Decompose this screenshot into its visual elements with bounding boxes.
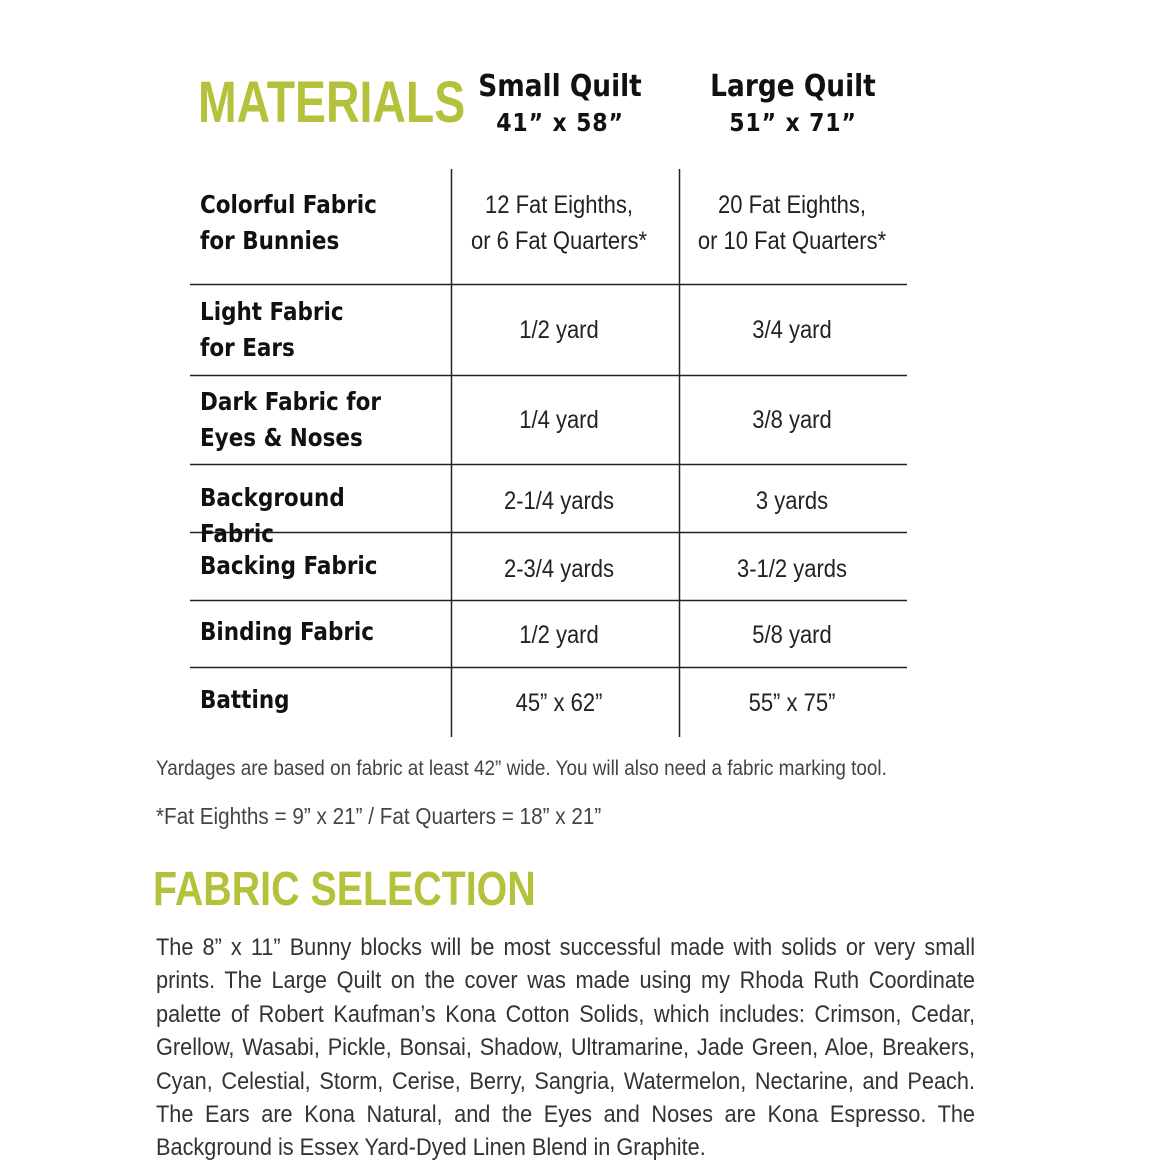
- small-quilt-value: 1/4 yard: [519, 406, 599, 434]
- small-quilt-value: 45” x 62”: [515, 689, 603, 717]
- small-quilt-value: 1/2 yard: [519, 316, 599, 344]
- small-quilt-size: 41” x 58”: [496, 108, 624, 137]
- table-row-dark-fabric: [190, 384, 907, 464]
- fabric-selection-title: FABRIC SELECTION: [153, 863, 536, 916]
- yardage-note: Yardages are based on fabric at least 42” wide. You will also need a fabric marking tool.: [156, 757, 887, 780]
- row-label-line: Colorful Fabric: [200, 190, 377, 219]
- large-quilt-value: 3/4 yard: [752, 316, 832, 344]
- row-label: [200, 187, 415, 259]
- value-line: 20 Fat Eighths,: [718, 191, 866, 219]
- large-quilt-value: 3/8 yard: [752, 406, 832, 434]
- fat-quarter-note: *Fat Eighths = 9” x 21” / Fat Quarters = 18” x 21”: [156, 803, 602, 829]
- row-label: Batting: [200, 685, 290, 714]
- row-label: Binding Fabric: [200, 617, 375, 646]
- row-label: Backing Fabric: [200, 551, 378, 580]
- row-label: [200, 294, 415, 366]
- table-row-background-fabric: [190, 480, 907, 548]
- value-line: or 6 Fat Quarters*: [470, 227, 648, 255]
- row-label: Background Fabric: [200, 483, 345, 548]
- large-quilt-size: 51” x 71”: [729, 108, 857, 137]
- small-quilt-value: 2-1/4 yards: [503, 487, 615, 515]
- row-label-line: Light Fabric: [200, 297, 344, 326]
- materials-title: MATERIALS: [198, 70, 466, 135]
- large-quilt-value: [692, 187, 893, 259]
- table-row-colorful-fabric: [190, 187, 907, 267]
- row-label-line: for Bunnies: [200, 226, 340, 255]
- small-quilt-value: 1/2 yard: [519, 621, 599, 649]
- small-quilt-name: Small Quilt: [478, 69, 642, 104]
- large-quilt-value: 3 yards: [755, 487, 829, 515]
- large-quilt-value: 3-1/2 yards: [736, 555, 848, 583]
- large-quilt-name: Large Quilt: [710, 69, 876, 104]
- large-quilt-value: 5/8 yard: [752, 621, 832, 649]
- table-row-light-fabric: [190, 294, 907, 374]
- row-label-line: Eyes & Noses: [200, 423, 363, 452]
- large-quilt-value: 55” x 75”: [748, 689, 836, 717]
- table-row-binding-fabric: [190, 614, 907, 654]
- small-quilt-value: 2-3/4 yards: [503, 555, 615, 583]
- row-label: [200, 384, 415, 456]
- small-quilt-value: [459, 187, 660, 259]
- value-line: 12 Fat Eighths,: [485, 191, 633, 219]
- fabric-selection-body: The 8” x 11” Bunny blocks will be most successful made with solids or very small prints. The Large Quilt on the cover was made using my Rhoda Ruth Coordinate palette of Robert Kaufman’s Kona Cotton Solids, which includes: Crimson, Cedar, Grellow, Wasabi, Pickle, Bonsai, Shadow, Ultramarine, Jade Green, Aloe, Breakers, Cyan, Celestial, Storm, Cerise, Berry, Sangria, Watermelon, Nectarine, and Peach. The Ears are Kona Natural, and the Eyes and Noses are Kona Espresso. The Background is Essex Yard-Dyed Linen Blend in Graphite.: [156, 934, 976, 1162]
- small-quilt-header: [446, 68, 674, 140]
- table-row-batting: [190, 682, 907, 722]
- value-line: or 10 Fat Quarters*: [697, 227, 887, 255]
- large-quilt-header: [679, 68, 907, 140]
- table-row-backing-fabric: [190, 548, 907, 588]
- row-label-line: for Ears: [200, 333, 295, 362]
- row-label-line: Dark Fabric for: [200, 387, 382, 416]
